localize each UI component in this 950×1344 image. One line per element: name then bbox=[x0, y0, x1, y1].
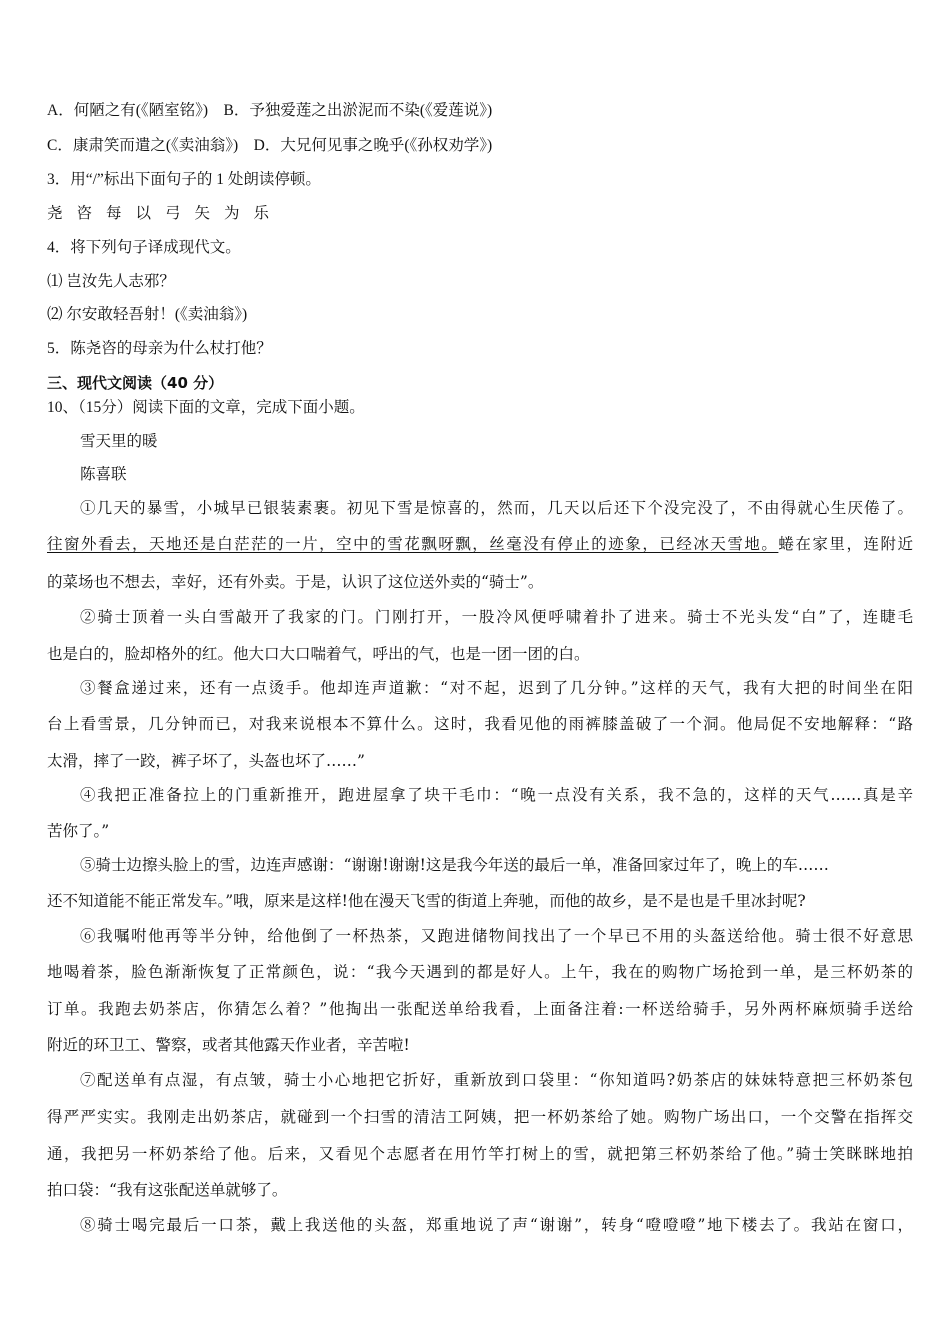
question-3-sentence: 尧咨每以弓矢为乐 bbox=[47, 205, 284, 222]
article-line: 的菜场也不想去，幸好，还有外卖。于是，认识了这位送外卖的“骑士”。 bbox=[47, 573, 544, 591]
question-4-prompt: 4．将下列句子译成现代文。 bbox=[47, 239, 241, 256]
options-line-ab: A．何陋之有(《陋室铭》) B．予独爱莲之出淤泥而不染(《爱莲说》) bbox=[47, 102, 493, 119]
article-title: 雪天里的暖 bbox=[80, 432, 158, 450]
article-line: ⑤骑士边擦头脸上的雪，边连声感谢：“谢谢!谢谢!这是我今年送的最后一单，准备回家过年了，晚上的车…… bbox=[80, 856, 829, 874]
article-line: ⑦配送单有点湿，有点皱，骑士小心地把它折好，重新放到口袋里：“你知道吗?奶茶店的妹妹特意把三杯奶茶包 bbox=[80, 1071, 913, 1089]
article-line: 也是白的，脸却格外的红。他大口大口喘着气，呼出的气，也是一团一团的白。 bbox=[47, 645, 590, 663]
article-line: 订单。我跑去奶茶店，你猜怎么着？”他掏出一张配送单给我看，上面备注着:一杯送给骑手，另外两杯麻烦骑手送给 bbox=[47, 1000, 913, 1018]
article-line: ③餐盒递过来，还有一点烫手。他却连声道歉：“对不起，迟到了几分钟。”这样的天气，我有大把的时间坐在阳 bbox=[80, 679, 913, 697]
article-line: ④我把正准备拉上的门重新推开，跑进屋拿了块干毛巾：“晚一点没有关系，我不急的，这样的天气……真是辛 bbox=[80, 786, 913, 804]
article-line: ①几天的暴雪，小城早已银装素裹。初见下雪是惊喜的，然而，几天以后还下个没完没了，不由得就心生厌倦了。 bbox=[80, 499, 913, 517]
article-line-tail: 蜷在家里，连附近 bbox=[778, 535, 913, 553]
question-3-prompt: 3．用“/”标出下面句子的 1 处朗读停顿。 bbox=[47, 171, 321, 188]
article-line bbox=[47, 534, 913, 554]
article-line: 拍口袋：“我有这张配送单就够了。 bbox=[47, 1181, 288, 1199]
question-4-item-2: ⑵ 尔安敢轻吾射！(《卖油翁》) bbox=[47, 306, 248, 323]
article-line: 通，我把另一杯奶茶给了他。后来，又看见个志愿者在用竹竿打树上的雪，就把第三杯奶茶给了他。”骑士笑眯眯地拍 bbox=[47, 1145, 913, 1163]
article-line: 苦你了。” bbox=[47, 822, 110, 840]
article-line: 附近的环卫工、警察，或者其他露天作业者，辛苦啦! bbox=[47, 1036, 410, 1054]
options-line-cd: C．康肃笑而遣之(《卖油翁》) D．大兄何见事之晚乎(《孙权劝学》) bbox=[47, 137, 493, 154]
underlined-sentence: 往窗外看去，天地还是白茫茫的一片，空中的雪花飘呀飘，丝毫没有停止的迹象，已经冰天雪地。 bbox=[47, 535, 779, 553]
question-4-item-1: ⑴ 岂汝先人志邪？ bbox=[47, 273, 175, 290]
article-line: 地喝着茶，脸色渐渐恢复了正常颜色，说：“我今天遇到的都是好人。上午，我在的购物广场抢到一单，是三杯奶茶的 bbox=[47, 963, 913, 981]
article-line: ②骑士顶着一头白雪敲开了我家的门。门刚打开，一股冷风便呼啸着扑了进来。骑士不光头发“白”了，连睫毛 bbox=[80, 608, 913, 626]
article-line: 太滑，摔了一跤，裤子坏了，头盔也坏了……” bbox=[47, 752, 365, 770]
question-10-prompt: 10、（15分）阅读下面的文章，完成下面小题。 bbox=[47, 399, 365, 416]
section-3-heading: 三、现代文阅读（40 分） bbox=[47, 374, 224, 392]
article-author: 陈喜联 bbox=[80, 465, 127, 483]
question-5-prompt: 5．陈尧咨的母亲为什么杖打他？ bbox=[47, 340, 272, 357]
article-line: 台上看雪景，几分钟而已，对我来说根本不算什么。这时，我看见他的雨裤膝盖破了一个洞。他局促不安地解释：“路 bbox=[47, 715, 913, 733]
article-line: ⑧骑士喝完最后一口茶，戴上我送他的头盔，郑重地说了声“谢谢”，转身“噔噔噔”地下楼去了。我站在窗口， bbox=[80, 1216, 913, 1234]
article-line: ⑥我嘱咐他再等半分钟，给他倒了一杯热茶，又跑进储物间找出了一个早已不用的头盔送给他。骑士很不好意思 bbox=[80, 927, 913, 945]
article-line: 得严严实实。我刚走出奶茶店，就碰到一个扫雪的清洁工阿姨，把一杯奶茶给了她。购物广场出口，一个交警在指挥交 bbox=[47, 1108, 913, 1126]
article-line: 还不知道能不能正常发车。”哦，原来是这样!他在漫天飞雪的街道上奔驰，而他的故乡，是不是也是千里冰封呢? bbox=[47, 892, 806, 910]
